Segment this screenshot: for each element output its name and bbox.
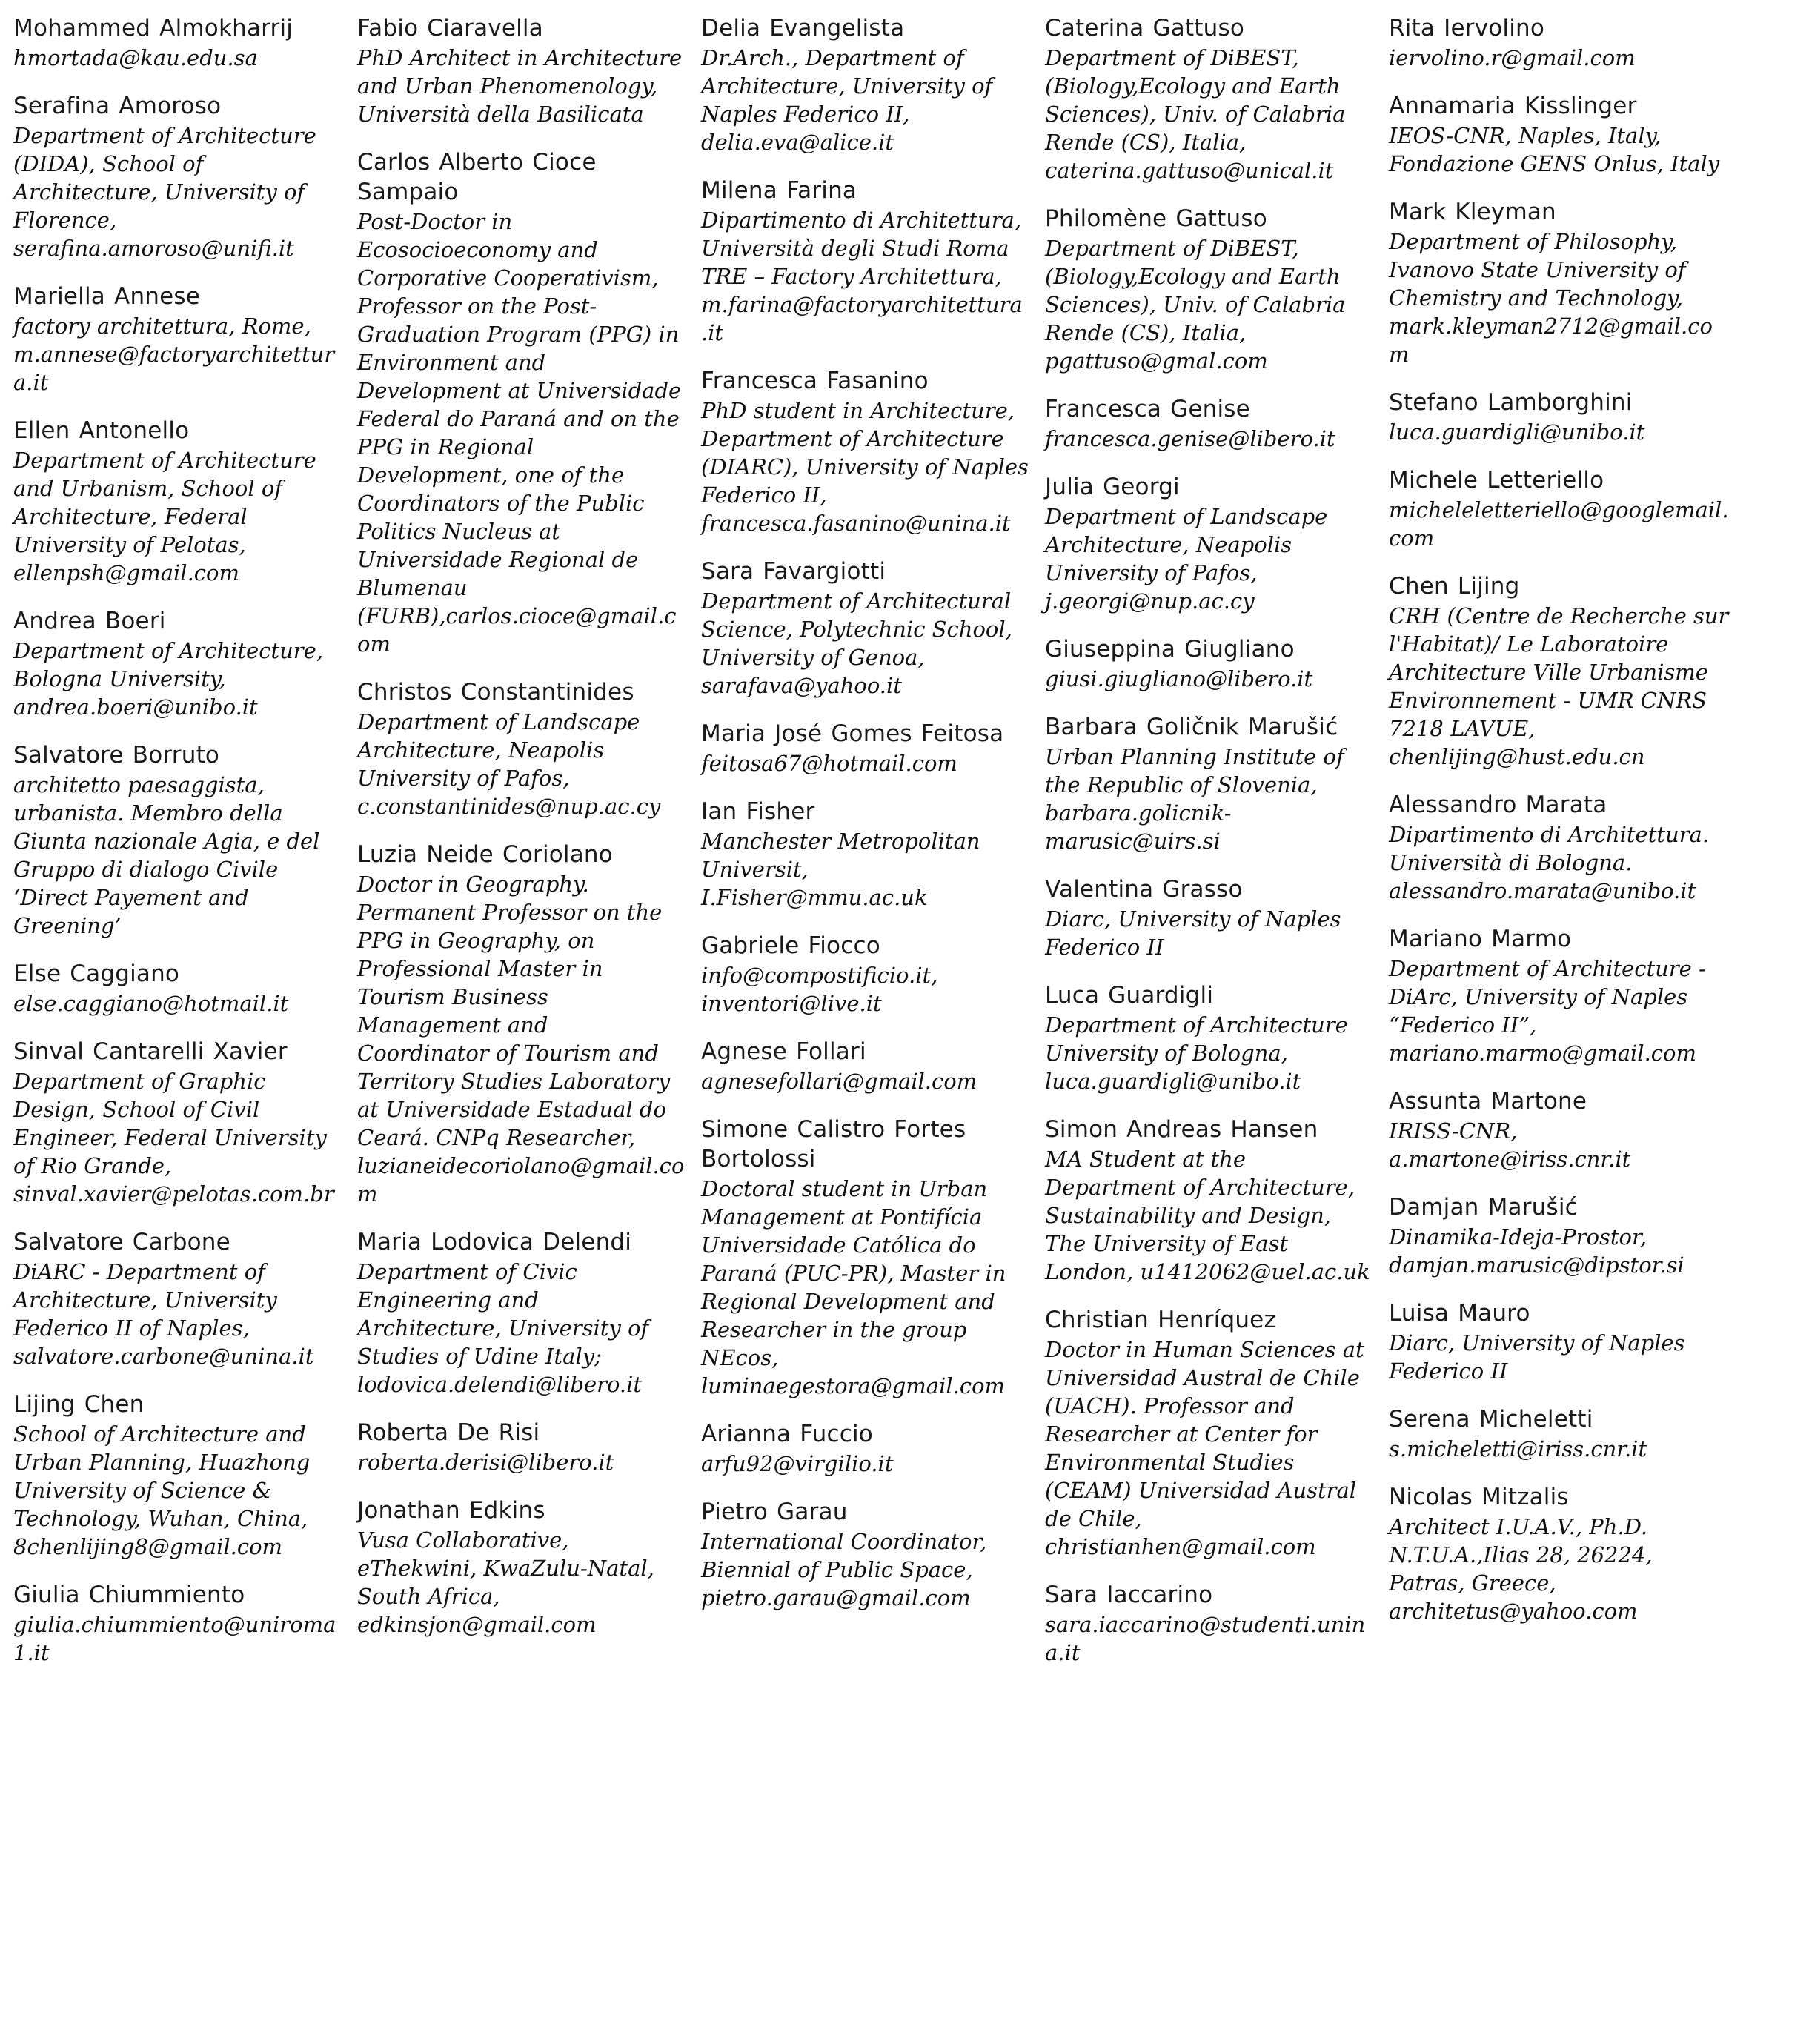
contributor-entry <box>1045 13 1372 185</box>
contributor-affiliation: Doctor in Geography. Permanent Professor on the PPG in Geography, on Professional Master in Tourism Business Management and Coordinator of Tourism and Territory Studies Laboratory at Universidade Estadual do Ceará. CNPq Researcher, luzianeidecoriolano@gmail.com <box>357 872 685 1207</box>
contributor-name: Jonathan Edkins <box>357 1497 545 1524</box>
contributor-name: Else Caggiano <box>13 960 180 987</box>
contributor-entry <box>1389 790 1733 905</box>
contributor-affiliation: Manchester Metropolitan Universit, I.Fisher@mmu.ac.uk <box>701 829 980 910</box>
contributor-name: Mohammed Almokharrij <box>13 15 293 42</box>
contributor-entry <box>701 176 1029 347</box>
contributor-name: Julia Georgi <box>1045 474 1180 500</box>
contributor-name: Carlos Alberto Cioce Sampaio <box>357 149 597 205</box>
contributor-name: Gabriele Fiocco <box>701 932 880 959</box>
contributor-name: Nicolas Mitzalis <box>1389 1484 1569 1510</box>
contributor-entry <box>1045 980 1372 1095</box>
contributor-entry <box>13 959 341 1018</box>
contributor-entry <box>357 1227 685 1398</box>
contributor-entry <box>1389 924 1733 1067</box>
contributor-name: Giulia Chiummiento <box>13 1582 245 1608</box>
contributor-name: Serena Micheletti <box>1389 1406 1593 1433</box>
contributor-name: Mariano Marmo <box>1389 926 1572 952</box>
contributor-affiliation: Department of Architecture University of Bologna, luca.guardigli@unibo.it <box>1045 1012 1348 1094</box>
contributor-entry <box>1045 1580 1372 1667</box>
contributor-affiliation: Department of Philosophy, Ivanovo State University of Chemistry and Technology, mark.kleyman2712@gmail.com <box>1389 229 1713 367</box>
contributor-affiliation: Department of Architecture and Urbanism, School of Architecture, Federal University of Pelotas, ellenpsh@gmail.com <box>13 448 316 585</box>
contributor-affiliation: Department of DiBEST, (Biology,Ecology and Earth Sciences), Univ. of Calabria Rende (CS), Italia, caterina.gattuso@unical.it <box>1045 45 1346 183</box>
contributor-name: Chen Lijing <box>1389 573 1520 600</box>
contributor-affiliation: Post-Doctor in Ecosocioeconomy and Corporative Cooperativism, Professor on the Post-Graduation Program (PPG) in Environment and Development at Universidade Federal do Paraná and on the PPG in Regional Development, one of the Coordinators of the Public Politics Nucleus at Universidade Regional de Blumenau (FURB),carlos.cioce@gmail.com <box>357 209 682 657</box>
contributor-affiliation: Architect I.U.A.V., Ph.D. N.T.U.A.,Ilias 28, 26224, Patras, Greece, architetus@yahoo.com <box>1389 1514 1653 1624</box>
contributor-affiliation: luca.guardigli@unibo.it <box>1389 419 1645 445</box>
contributor-affiliation: Department of Architectural Science, Polytechnic School, University of Genoa, sarafava@yahoo.it <box>701 588 1012 698</box>
contributor-affiliation: Dr.Arch., Department of Architecture, University of Naples Federico II, delia.eva@alice.it <box>701 45 993 155</box>
contributor-name: Stefano Lamborghini <box>1389 389 1633 416</box>
contributor-name: Arianna Fuccio <box>701 1421 873 1447</box>
contributor-name: Sara Iaccarino <box>1045 1582 1213 1608</box>
contributor-entry <box>357 147 685 658</box>
contributor-entry <box>13 1037 341 1208</box>
contributor-entry <box>1389 571 1733 771</box>
contributor-affiliation: Department of Architecture, Bologna University, andrea.boeri@unibo.it <box>13 638 324 720</box>
contributor-affiliation: Department of DiBEST, (Biology,Ecology and Earth Sciences), Univ. of Calabria Rende (CS), Italia, pgattuso@gmal.com <box>1045 236 1346 374</box>
contributor-entry <box>357 1496 685 1639</box>
contributor-entry <box>701 557 1029 700</box>
contributor-affiliation: else.caggiano@hotmail.it <box>13 991 289 1016</box>
contributor-name: Caterina Gattuso <box>1045 15 1245 42</box>
contributor-name: Salvatore Borruto <box>13 742 220 769</box>
contributor-name: Roberta De Risi <box>357 1419 540 1446</box>
contributor-entry <box>701 797 1029 912</box>
contributor-name: Barbara Goličnik Marušić <box>1045 714 1338 740</box>
contributor-name: Lijing Chen <box>13 1391 145 1418</box>
contributor-entry <box>1045 875 1372 961</box>
contributor-name: Salvatore Carbone <box>13 1229 230 1255</box>
contributor-name: Rita Iervolino <box>1389 15 1545 42</box>
contributor-affiliation: Vusa Collaborative, eThekwini, KwaZulu-Natal, South Africa, edkinsjon@gmail.com <box>357 1527 654 1637</box>
contributor-name: Ellen Antonello <box>13 417 190 444</box>
contributor-name: Valentina Grasso <box>1045 876 1243 903</box>
contributor-affiliation: s.micheletti@iriss.cnr.it <box>1389 1436 1647 1461</box>
contributor-entry <box>1045 1305 1372 1561</box>
contributor-entry <box>701 931 1029 1018</box>
contributor-affiliation: Dipartimento di Architettura, Università degli Studi Roma TRE – Factory Architettura, m.farina@factoryarchitettura.it <box>701 208 1023 345</box>
contributor-entry <box>1045 1115 1372 1286</box>
contributor-name: Andrea Boeri <box>13 608 166 634</box>
contributor-entry <box>1389 1404 1733 1463</box>
contributor-entry <box>13 13 341 72</box>
contributor-name: Luca Guardigli <box>1045 982 1214 1009</box>
contributor-affiliation: International Coordinator, Biennial of Public Space, pietro.garau@gmail.com <box>701 1529 987 1610</box>
contributor-entry <box>1389 1192 1733 1279</box>
contributor-entry <box>1045 394 1372 453</box>
contributor-entry <box>357 1418 685 1476</box>
contributor-entry <box>1389 1086 1733 1173</box>
contributor-affiliation: Doctoral student in Urban Management at Pontifícia Universidade Católica do Paraná (PUC-PR), Master in Regional Development and Researcher in the group NEcos, luminaegestora@gmail.com <box>701 1176 1006 1398</box>
contributor-affiliation: Department of Civic Engineering and Architecture, University of Studies of Udine Italy; lodovica.delendi@libero.it <box>357 1259 649 1397</box>
contributor-affiliation: francesca.genise@libero.it <box>1045 426 1335 451</box>
contributor-affiliation: iervolino.r@gmail.com <box>1389 45 1636 70</box>
contributor-name: Christian Henríquez <box>1045 1307 1276 1333</box>
contributor-name: Francesca Fasanino <box>701 368 929 394</box>
contributor-entry <box>13 1580 341 1667</box>
contributor-name: Sinval Cantarelli Xavier <box>13 1038 288 1065</box>
contributor-entry <box>701 13 1029 156</box>
contributor-affiliation: Department of Landscape Architecture, Neapolis University of Pafos, j.georgi@nup.ac.cy <box>1045 504 1328 614</box>
contributor-entry <box>13 606 341 721</box>
contributor-affiliation: agnesefollari@gmail.com <box>701 1069 977 1094</box>
contributor-entry <box>701 1497 1029 1612</box>
contributor-affiliation: sara.iaccarino@studenti.unina.it <box>1045 1612 1366 1665</box>
contributor-entry <box>13 1227 341 1370</box>
contributor-entry <box>701 1115 1029 1400</box>
contributor-affiliation: architetto paesaggista, urbanista. Membro della Giunta nazionale Agia, e del Gruppo di dialogo Civile ‘Direct Payement and Greening’ <box>13 772 320 938</box>
contributor-name: Simon Andreas Hansen <box>1045 1116 1318 1143</box>
contributor-name: Mariella Annese <box>13 283 201 310</box>
contributor-name: Agnese Follari <box>701 1038 866 1065</box>
contributor-name: Pietro Garau <box>701 1499 848 1525</box>
contributor-entry <box>701 1419 1029 1478</box>
contributor-affiliation: Department of Graphic Design, School of Civil Engineer, Federal University of Rio Grande, sinval.xavier@pelotas.com.br <box>13 1069 334 1207</box>
contributor-name: Annamaria Kisslinger <box>1389 93 1637 119</box>
contributor-affiliation: MA Student at the Department of Architecture, Sustainability and Design, The University of East London, u1412062@uel.ac.uk <box>1045 1147 1370 1284</box>
contributor-name: Maria Lodovica Delendi <box>357 1229 632 1255</box>
contributor-entry <box>13 1390 341 1561</box>
contributor-entry <box>1045 204 1372 375</box>
contributor-entry <box>701 366 1029 537</box>
contributor-affiliation: roberta.derisi@libero.it <box>357 1450 614 1475</box>
contributor-entry <box>357 677 685 820</box>
contributor-entry <box>13 282 341 396</box>
contributor-affiliation: IEOS-CNR, Naples, Italy, Fondazione GENS Onlus, Italy <box>1389 123 1720 176</box>
contributor-affiliation: Urban Planning Institute of the Republic of Slovenia, barbara.golicnik-marusic@uirs.si <box>1045 744 1344 854</box>
contributor-name: Fabio Ciaravella <box>357 15 543 42</box>
contributor-entry <box>357 840 685 1208</box>
contributor-name: Philomène Gattuso <box>1045 205 1267 232</box>
contributor-name: Alessandro Marata <box>1389 792 1607 818</box>
contributor-name: Serafina Amoroso <box>13 93 222 119</box>
contributor-affiliation: CRH (Centre de Recherche sur l'Habitat)/ Le Laboratoire Architecture Ville Urbanisme Environnement - UMR CNRS 7218 LAVUE, chenlijing@hust.edu.cn <box>1389 603 1729 769</box>
contributor-affiliation: giusi.giugliano@libero.it <box>1045 666 1313 691</box>
contributor-affiliation: Department of Architecture (DIDA), School of Architecture, University of Florence, serafina.amoroso@unifi.it <box>13 123 316 261</box>
contributors-column <box>1389 13 1733 1645</box>
contributor-name: Assunta Martone <box>1389 1088 1587 1115</box>
contributors-column <box>701 13 1045 1631</box>
contributor-entry <box>357 13 685 128</box>
contributor-entry <box>1045 472 1372 615</box>
contributor-affiliation: factory architettura, Rome, m.annese@factoryarchitettura.it <box>13 313 335 395</box>
contributor-affiliation: Doctor in Human Sciences at Universidad Austral de Chile (UACH). Professor and Researcher at Center for Environmental Studies (CEAM) Universidad Austral de Chile, christianhen@gmail.com <box>1045 1337 1364 1559</box>
contributor-name: Milena Farina <box>701 177 857 204</box>
contributor-entry <box>1389 1298 1733 1385</box>
contributor-name: Damjan Marušić <box>1389 1194 1578 1221</box>
contributor-name: Mark Kleyman <box>1389 199 1556 225</box>
contributor-affiliation: micheleletteriello@googlemail.com <box>1389 497 1729 551</box>
contributor-entry <box>1045 634 1372 693</box>
contributor-affiliation: info@compostificio.it, inventori@live.it <box>701 963 938 1016</box>
contributor-affiliation: IRISS-CNR, a.martone@iriss.cnr.it <box>1389 1118 1631 1172</box>
contributor-name: Luzia Neide Coriolano <box>357 841 613 868</box>
contributor-entry <box>1389 1482 1733 1625</box>
contributor-entry <box>1389 13 1733 72</box>
contributor-entry <box>1045 712 1372 855</box>
contributor-entry <box>1389 388 1733 446</box>
contributor-name: Sara Favargiotti <box>701 558 886 585</box>
contributor-affiliation: Diarc, University of Naples Federico II <box>1045 906 1341 960</box>
contributor-entry <box>701 1037 1029 1095</box>
contributor-entry <box>13 416 341 587</box>
contributor-affiliation: Dipartimento di Architettura. Università di Bologna. alessandro.marata@unibo.it <box>1389 822 1710 903</box>
contributor-affiliation: Diarc, University of Naples Federico II <box>1389 1330 1685 1384</box>
contributor-name: Simone Calistro Fortes Bortolossi <box>701 1116 966 1172</box>
contributor-entry <box>1389 197 1733 368</box>
contributor-entry <box>1389 91 1733 178</box>
contributors-column <box>13 13 357 1686</box>
contributor-affiliation: giulia.chiummiento@uniroma1.it <box>13 1612 336 1665</box>
contributor-name: Christos Constantinides <box>357 679 634 706</box>
contributor-entry <box>13 91 341 262</box>
contributors-column <box>1045 13 1389 1686</box>
contributor-name: Francesca Genise <box>1045 396 1250 422</box>
contributor-name: Giuseppina Giugliano <box>1045 636 1295 663</box>
contributor-affiliation: DiARC - Department of Architecture, University Federico II of Naples, salvatore.carbone@unina.it <box>13 1259 314 1369</box>
contributors-column <box>357 13 701 1658</box>
contributor-name: Maria José Gomes Feitosa <box>701 720 1004 747</box>
contributor-affiliation: Department of Landscape Architecture, Neapolis University of Pafos, c.constantinides@nup.ac.cy <box>357 709 661 819</box>
contributor-affiliation: Department of Architecture - DiArc, University of Naples “Federico II”, mariano.marmo@gmail.com <box>1389 956 1706 1066</box>
contributor-affiliation: hmortada@kau.edu.sa <box>13 45 258 70</box>
contributor-name: Luisa Mauro <box>1389 1300 1530 1327</box>
contributor-name: Michele Letteriello <box>1389 467 1604 494</box>
contributor-name: Delia Evangelista <box>701 15 905 42</box>
contributor-affiliation: Dinamika-Ideja-Prostor, damjan.marusic@dipstor.si <box>1389 1224 1684 1278</box>
contributor-entry <box>701 719 1029 777</box>
contributor-affiliation: feitosa67@hotmail.com <box>701 751 957 776</box>
contributor-affiliation: PhD Architect in Architecture and Urban Phenomenology, Università della Basilicata <box>357 45 683 127</box>
contributor-entry <box>13 740 341 940</box>
contributor-name: Ian Fisher <box>701 798 815 825</box>
contributor-affiliation: arfu92@virgilio.it <box>701 1451 894 1476</box>
contributor-entry <box>1389 465 1733 552</box>
contributor-affiliation: School of Architecture and Urban Planning, Huazhong University of Science & Technology, Wuhan, China, 8chenlijing8@gmail.com <box>13 1421 311 1559</box>
contributor-affiliation: PhD student in Architecture, Department of Architecture (DIARC), University of Naples Federico II, francesca.fasanino@unina.it <box>701 398 1029 536</box>
